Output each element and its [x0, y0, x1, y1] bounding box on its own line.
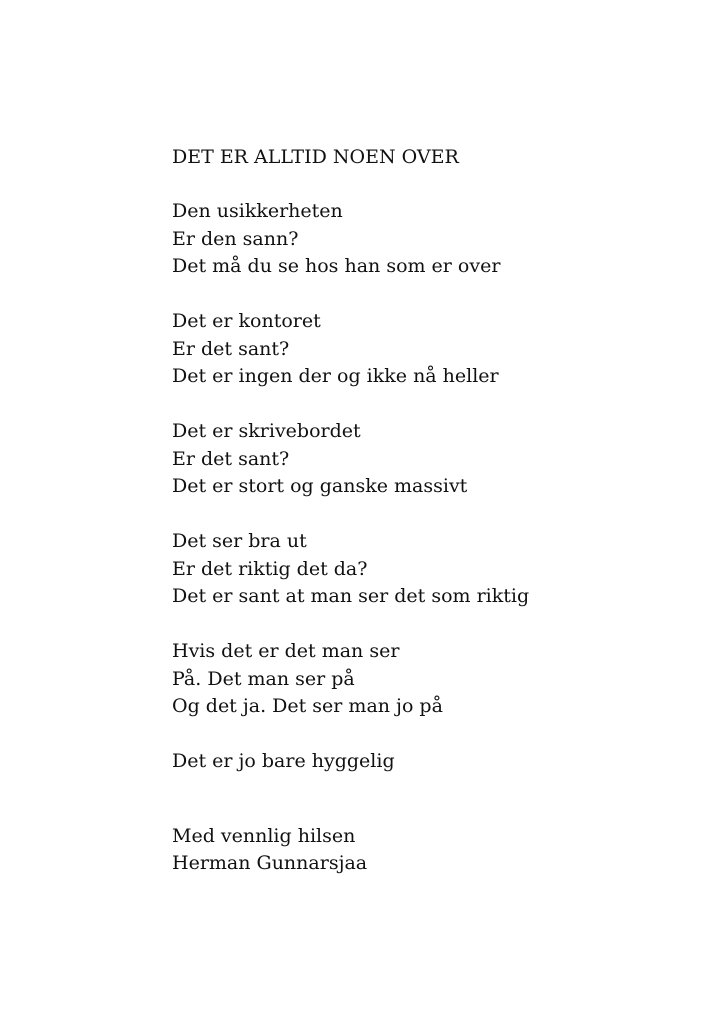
poem-line: Det er ingen der og ikke nå heller	[172, 365, 499, 387]
poem-line: Er det sant?	[172, 337, 290, 360]
poem-line: Det er sant at man ser det som riktig	[172, 585, 530, 607]
poem-line: Er det riktig det da?	[172, 557, 368, 580]
signature-closing: Med vennlig hilsen	[172, 824, 356, 847]
stanza-2	[172, 308, 672, 391]
poem-line: Det ser bra ut	[172, 530, 307, 552]
signature-block	[172, 823, 672, 878]
poem-title: DET ER ALLTID NOEN OVER	[172, 146, 459, 168]
document-page	[172, 143, 672, 878]
stanza-3	[172, 418, 672, 501]
stanza-1	[172, 198, 672, 281]
poem-line: Hvis det er det man ser	[172, 640, 400, 662]
poem-line: Er den sann?	[172, 227, 299, 250]
poem-line: Det må du se hos han som er over	[172, 255, 501, 277]
poem-line: Det er kontoret	[172, 310, 321, 332]
poem-line: På. Det man ser på	[172, 667, 355, 690]
poem-line: Det er skrivebordet	[172, 420, 361, 442]
stanza-6	[172, 748, 672, 776]
poem-line: Det er jo bare hyggelig	[172, 750, 395, 772]
poem-line: Er det sant?	[172, 447, 290, 470]
poem-line: Det er stort og ganske massivt	[172, 475, 468, 497]
poem-line: Den usikkerheten	[172, 200, 343, 222]
poem-line: Og det ja. Det ser man jo på	[172, 695, 443, 717]
stanza-5	[172, 638, 672, 721]
stanza-4	[172, 528, 672, 611]
signature-name: Herman Gunnarsjaa	[172, 852, 368, 874]
